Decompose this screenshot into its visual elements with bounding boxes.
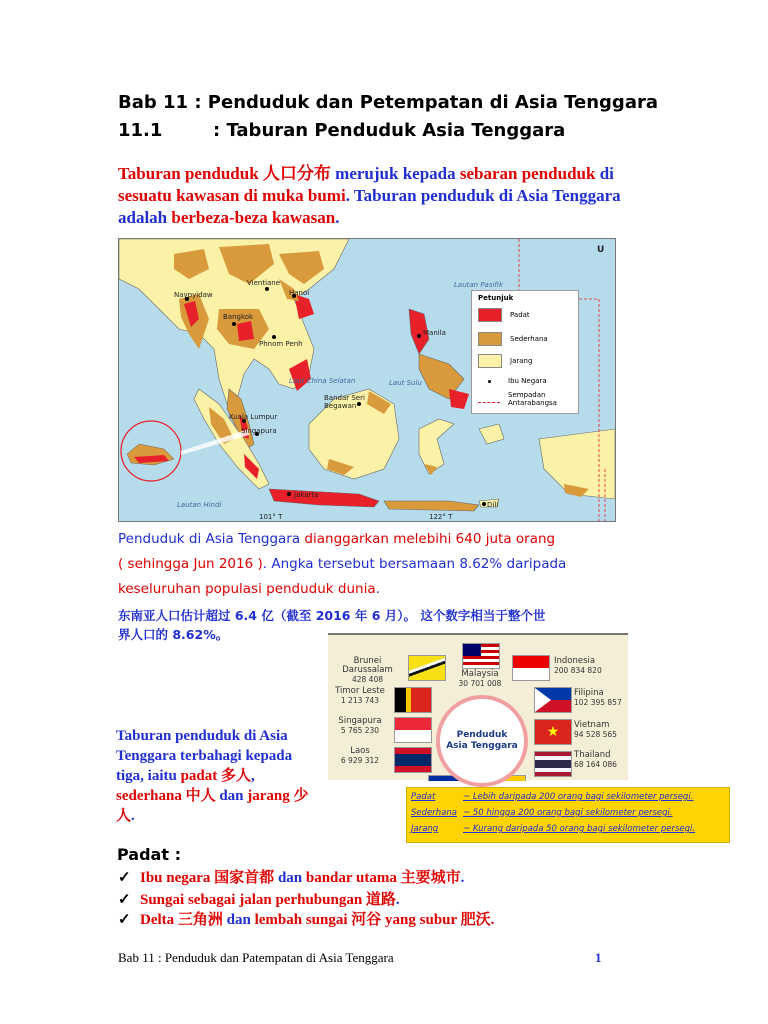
bullet-highlight: Delta 三角洲 bbox=[140, 912, 223, 928]
bullet-item bbox=[118, 908, 494, 929]
check-icon: ✓ bbox=[118, 892, 131, 908]
padat-heading: Padat : bbox=[117, 845, 181, 864]
map-label-kuala-lumpur: Kuala Lumpur bbox=[229, 413, 278, 421]
intro-text: di bbox=[595, 164, 614, 183]
definition-text: ~ Kurang daripada 50 orang bagi sekilometer persegi. bbox=[463, 824, 696, 834]
definition-row bbox=[411, 792, 693, 802]
legend-item bbox=[478, 332, 548, 346]
intro-highlight: sebaran penduduk bbox=[459, 164, 596, 183]
map-label-phnom-penh: Phnom Penh bbox=[259, 340, 303, 348]
legend-label: Padat bbox=[510, 311, 530, 319]
bullet-text: dan bbox=[222, 912, 255, 928]
indonesia-flag-icon bbox=[512, 655, 550, 681]
page-number: 1 bbox=[595, 950, 602, 965]
timor-leste-flag-icon bbox=[394, 687, 432, 713]
para2-text: . bbox=[375, 581, 380, 597]
border-line-icon bbox=[478, 396, 500, 403]
bullet-highlight: Sungai sebagai bbox=[140, 892, 240, 908]
chinese-line: 界人口的 8.62%。 bbox=[118, 627, 229, 642]
map-label-longitude-east: 122° T bbox=[429, 513, 453, 521]
map-label-bandar: Bandar Seri Begawan bbox=[324, 394, 365, 410]
vietnam-flag-icon: ★ bbox=[534, 719, 572, 745]
population-paragraph bbox=[118, 527, 638, 602]
bullet-text: . bbox=[460, 870, 465, 886]
map-label-laut-sulu: Laut Sulu bbox=[389, 379, 422, 387]
legend-item bbox=[478, 308, 530, 322]
map-label-vientiane: Vientiane bbox=[247, 279, 281, 287]
legend-swatch-jarang bbox=[478, 354, 502, 368]
map-label-bangkok: Bangkok bbox=[223, 313, 254, 321]
infographic-center bbox=[436, 695, 528, 787]
definition-term: Sederhana bbox=[411, 808, 457, 818]
country-malaysia: Malaysia 30 701 008 bbox=[458, 669, 502, 688]
legend-swatch-padat bbox=[478, 308, 502, 322]
country-thailand: Thailand 68 164 086 bbox=[574, 750, 617, 769]
definition-row bbox=[411, 824, 695, 834]
north-arrow-icon: U bbox=[597, 245, 605, 255]
intro-highlight: berbeza-beza kawasan bbox=[171, 208, 336, 227]
legend-item bbox=[478, 375, 547, 387]
bullet-text: dan bbox=[274, 870, 306, 886]
center-label: Penduduk bbox=[456, 730, 508, 740]
legend-label: Ibu Negara bbox=[508, 377, 547, 385]
bullet-item bbox=[118, 888, 400, 909]
map-label-jakarta: Jakarta bbox=[294, 491, 319, 499]
bullet-highlight: yang subur 肥沃. bbox=[381, 912, 495, 928]
definition-text: ~ Lebih daripada 200 orang bagi sekilometer persegi. bbox=[463, 792, 694, 802]
legend-item bbox=[478, 354, 532, 368]
legend-label: Sempadan Antarabangsa bbox=[508, 391, 557, 407]
tabur-highlight: padat 多人 bbox=[180, 768, 252, 784]
tabur-highlight: sederhana 中人 bbox=[116, 788, 216, 804]
para2-text: . Angka tersebut bersamaan 8.62% daripada bbox=[262, 556, 567, 572]
section-title-text: : Taburan Penduduk Asia Tenggara bbox=[212, 120, 566, 141]
distribution-paragraph bbox=[116, 726, 316, 826]
capital-dot-icon bbox=[478, 375, 500, 387]
definition-row bbox=[411, 808, 673, 818]
country-indonesia: Indonesia 200 834 820 bbox=[554, 656, 602, 675]
country-brunei: Brunei Darussalam 428 408 bbox=[342, 656, 393, 684]
map-label-singapura: Singapura bbox=[241, 427, 277, 435]
map-label-laut-china: Laut China Selatan bbox=[289, 377, 356, 385]
legend-label: Jarang bbox=[510, 357, 533, 365]
legend-swatch-sederhana bbox=[478, 332, 502, 346]
definitions-box bbox=[406, 787, 730, 843]
map-label-dili: Dili bbox=[487, 501, 499, 509]
section-number: 11.1 bbox=[118, 120, 163, 141]
legend-item bbox=[478, 391, 564, 407]
map-label-lautan-pasifik: Lautan Pasifik bbox=[454, 281, 503, 289]
laos-flag-icon bbox=[394, 747, 432, 773]
bullet-highlight: Ibu negara 国家首都 bbox=[140, 870, 275, 886]
country-singapura: Singapura 5 765 230 bbox=[338, 716, 382, 735]
para2-highlight: ( sehingga Jun 2016 ) bbox=[118, 556, 263, 572]
para2-highlight: dianggarkan melebihi 640 juta orang bbox=[300, 531, 556, 547]
legend-label: Sederhana bbox=[510, 335, 548, 343]
intro-highlight: sesuatu kawasan di muka bumi bbox=[118, 186, 346, 205]
bullet-highlight: lembah sungai 河谷 bbox=[254, 912, 382, 928]
center-label: Asia Tenggara bbox=[446, 741, 518, 751]
map-label-lautan-hindi: Lautan Hindi bbox=[177, 501, 222, 509]
tabur-text: dan bbox=[215, 788, 248, 804]
para2-highlight: keseluruhan populasi penduduk dunia bbox=[118, 581, 376, 597]
tabur-text: Taburan penduduk di Asia Tenggara terbahagi kepada tiga, iaitu bbox=[116, 728, 293, 784]
intro-text: . bbox=[335, 208, 340, 227]
bullet-highlight: jalan perhubungan 道路 bbox=[239, 892, 396, 908]
map-label-naypyidaw: Naypyidaw bbox=[174, 291, 213, 299]
definition-term: Padat bbox=[411, 792, 436, 802]
intro-term: Taburan penduduk 人口分布 bbox=[118, 164, 331, 183]
bullet-item bbox=[118, 866, 464, 887]
legend-title: Petunjuk bbox=[478, 294, 514, 302]
definition-text: ~ 50 hingga 200 orang bagi sekilometer persegi. bbox=[463, 808, 673, 818]
country-timor-leste: Timor Leste 1 213 743 bbox=[335, 686, 385, 705]
para2-text: Penduduk di Asia Tenggara bbox=[118, 531, 301, 547]
malaysia-flag-icon bbox=[462, 643, 500, 669]
check-icon: ✓ bbox=[118, 912, 131, 928]
page-footer: Bab 11 : Penduduk dan Patempatan di Asia Tenggara bbox=[118, 950, 394, 965]
tabur-text: . bbox=[131, 808, 135, 824]
map-label-manila: Manila bbox=[423, 329, 446, 337]
check-icon: ✓ bbox=[118, 870, 131, 886]
country-filipina: Filipina 102 395 857 bbox=[574, 688, 622, 707]
brunei-flag-icon bbox=[408, 655, 446, 681]
singapore-flag-icon bbox=[394, 717, 432, 743]
philippines-flag-icon bbox=[534, 687, 572, 713]
intro-text: merujuk kepada bbox=[330, 164, 460, 183]
section-title bbox=[118, 120, 565, 141]
definition-term: Jarang bbox=[411, 824, 439, 834]
chapter-title: Bab 11 : Penduduk dan Petempatan di Asia Tenggara bbox=[118, 92, 658, 113]
country-laos: Laos 6 929 312 bbox=[340, 746, 380, 765]
country-vietnam: Vietnam 94 528 565 bbox=[574, 720, 617, 739]
intro-text: . Taburan penduduk di Asia Tenggara adalah bbox=[118, 186, 621, 227]
bullet-text: . bbox=[395, 892, 400, 908]
map-label-longitude-west: 101° T bbox=[259, 513, 283, 521]
thailand-flag-icon bbox=[534, 751, 572, 777]
tabur-text: , bbox=[251, 768, 255, 784]
bullet-highlight: bandar utama 主要城市 bbox=[305, 870, 461, 886]
chinese-line: 东南亚人口估计超过 6.4 亿（截至 2016 年 6 月）。 这个数字相当于整个世 bbox=[118, 608, 546, 623]
population-infographic bbox=[328, 633, 628, 780]
tabur-highlight: jarang 少人 bbox=[116, 788, 309, 824]
map-label-hanoi: Hanoi bbox=[289, 289, 310, 297]
map-legend bbox=[471, 290, 579, 414]
intro-paragraph bbox=[118, 163, 658, 229]
